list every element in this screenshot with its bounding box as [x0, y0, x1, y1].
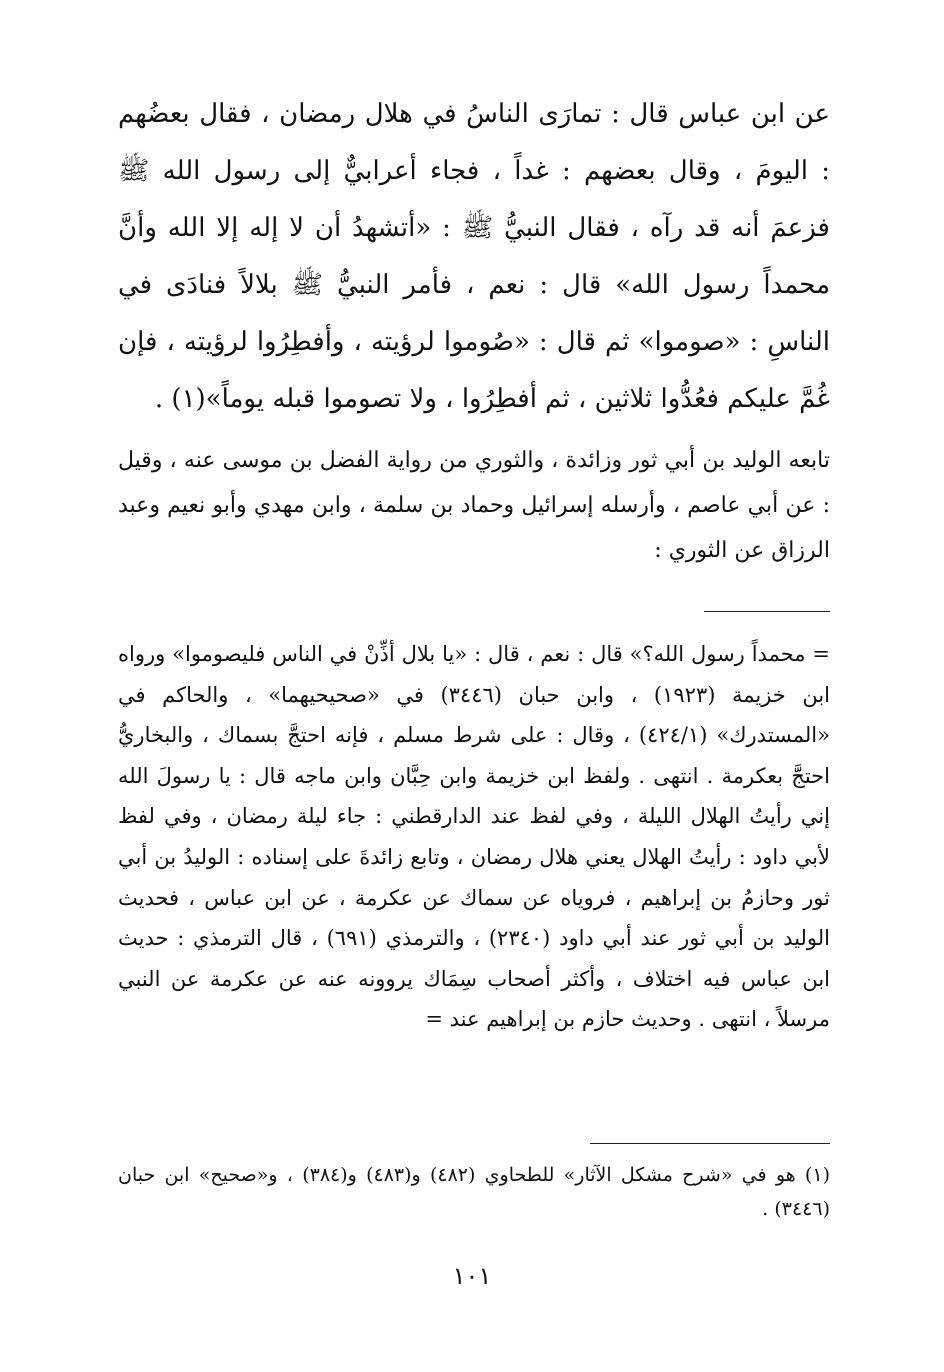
- footnote-1: (١) هو في «شرح مشكل الآثار» للطحاوي (٤٨٢) و(٤٨٣) و(٣٨٤) ، و«صحيح» ابن حبان (٣٤٤٦) .: [118, 1164, 830, 1220]
- footnote-separator-top: [704, 611, 830, 612]
- narration-chain-paragraph: تابعه الوليد بن أبي ثور وزائدة ، والثوري من رواية الفضل بن موسى عنه ، وقيل : عن أبي عاصم ، وأرسله إسرائيل وحماد بن سلمة ، وابن مهدي وأبو نعيم وعبد الرزاق عن الثوري :: [118, 448, 830, 563]
- continued-footnote-text: = محمداً رسول الله؟» قال : نعم ، قال : «يا بلال أذِّنْ في الناس فليصوموا» ورواه ابن خزيمة (١٩٢٣) ، وابن حبان (٣٤٤٦) في «صحيحيهما» ، والحاكم في «المستدرك» (٤٢٤/١) ، وقال : على شرط مسلم ، فإنه احتجَّ بسماك ، والبخاريُّ احتجَّ بعكرمة . انتهى . ولفظ ابن خزيمة وابن حِبَّان وابن ماجه قال : يا رسولَ الله إني رأيتُ الهلال الليلة ، وفي لفظ عند الدارقطني : جاء ليلة رمضان ، وفي لفظ لأبي داود : رأيتُ الهلال يعني هلال رمضان ، وتابع زائدةَ على إسناده : الوليدُ بن أبي ثور وحازمُ بن إبراهيم ، فروياه عن سماك عن عكرمة ، عن ابن عباس ، فحديث الوليد بن أبي ثور عند أبي داود (٢٣٤٠) ، والترمذي (٦٩١) ، قال الترمذي : حديث ابن عباس فيه اختلاف ، وأكثر أصحاب سِمَاك يروونه عنه عن عكرمة عن النبي مرسلاً ، انتهى . وحديث حازم بن إبراهيم عند =: [118, 642, 831, 1032]
- footnote-separator-bottom: [590, 1143, 830, 1144]
- main-hadith-paragraph: عن ابن عباس قال : تمارَى الناسُ في هلال رمضان ، فقال بعضُهم : اليومَ ، وقال بعضهم : غداً ، فجاء أعرابيٌّ إلى رسول الله ﷺ فزعمَ أنه قد رآه ، فقال النبيُّ ﷺ : «أتشهدُ أن لا إله إلا الله وأنَّ محمداً رسول الله» قال : نعم ، فأمر النبيُّ ﷺ بلالاً فنادَى في الناسِ : «صوموا» ثم قال : «صُوموا لرؤيته ، وأفطِرُوا لرؤيته ، فإن غُمَّ عليكم فعُدُّوا ثلاثين ، ثم أفطِرُوا ، ولا تصوموا قبله يوماً»(١) .: [118, 99, 830, 414]
- page-number: ١٠١: [452, 1262, 492, 1290]
